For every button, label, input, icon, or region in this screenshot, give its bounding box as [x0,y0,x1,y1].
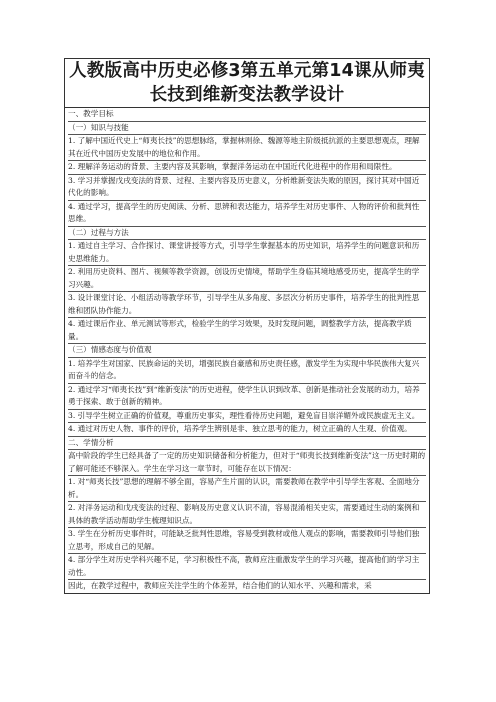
content-line: 1. 通过自主学习、合作探讨、课堂讲授等方式，引导学生掌握基本的历史知识，培养学生的问题意识和历史思维能力。 [68,240,426,266]
content-line: 4. 通过对历史人物、事件的评价，培养学生辨别是非、独立思考的能力，树立正确的人生观、价值观。 [68,423,426,437]
content-line: 4. 通过课后作业、单元测试等形式，检验学生的学习效果，及时发现问题，调整教学方法，提高教学质量。 [68,318,426,344]
title-cell [65,59,430,108]
content-line: 二、学情分析 [68,437,426,451]
lesson-plan-table [64,58,430,594]
content-line: 因此，在教学过程中，教师应关注学生的个体差异，结合他们的认知水平、兴趣和需求，采 [68,581,372,590]
body-row [65,108,430,594]
content-line: 3. 引导学生树立正确的价值观，尊重历史事实，理性看待历史问题，避免盲目崇洋媚外或民族虚无主义。 [68,410,426,424]
content-line: （一）知识与技能 [68,122,426,136]
content-line: 1. 了解中国近代史上“师夷长技”的思想脉络，掌握林则徐、魏源等地主阶级抵抗派的主要思想观点，理解其在近代中国历史发展中的地位和作用。 [68,135,426,161]
content-line: 2. 对洋务运动和戊戌变法的过程、影响及历史意义认识不清，容易混淆相关史实，需要通过生动的案例和具体的教学活动帮助学生梳理知识点。 [68,502,426,528]
content-line: 2. 利用历史资料、图片、视频等教学资源，创设历史情境，帮助学生身临其境地感受历史，提高学生的学习兴趣。 [68,266,426,292]
content-line: 1. 对“师夷长技”思想的理解不够全面，容易产生片面的认识，需要教师在教学中引导学生客观、全面地分析。 [68,476,426,502]
content-line: （二）过程与方法 [68,227,426,241]
content-line: （三）情感态度与价值观 [68,344,426,358]
content-line: 高中阶段的学生已经具备了一定的历史知识储备和分析能力，但对于“师夷长技到维新变法”这一历史时期的了解可能还不够深入。学生在学习这一章节时，可能存在以下情况： [68,450,426,476]
content-line: 4. 部分学生对历史学科兴趣不足，学习积极性不高，教师应注重激发学生的学习兴趣，提高他们的学习主动性。 [68,554,426,580]
content-line: 2. 通过学习“师夷长技”到“维新变法”的历史进程，使学生认识到改革、创新是推动社会发展的动力，培养勇于探索、敢于创新的精神。 [68,384,426,410]
body-cell [65,108,430,594]
document-title: 人教版高中历史必修3第五单元第14课从师夷长技到维新变法教学设计 [69,61,425,105]
content-line: 一、教学目标 [68,108,426,122]
content-line: 3. 学习并掌握戊戌变法的背景、过程、主要内容及历史意义，分析维新变法失败的原因，探讨其对中国近代化的影响。 [68,175,426,201]
document-page [64,58,430,594]
title-row [65,59,430,108]
content-line: 4. 通过学习，提高学生的历史阅读、分析、思辨和表达能力，培养学生对历史事件、人物的评价和批判性思维。 [68,201,426,227]
content-line: 2. 理解洋务运动的背景、主要内容及其影响，掌握洋务运动在中国近代化进程中的作用和局限性。 [68,161,426,175]
content-line: 3. 设计课堂讨论、小组活动等教学环节，引导学生从多角度、多层次分析历史事件，培养学生的批判性思维和团队协作能力。 [68,292,426,318]
content-line: 3. 学生在分析历史事件时，可能缺乏批判性思维，容易受到教材或他人观点的影响，需要教师引导他们独立思考，形成自己的见解。 [68,528,426,554]
content-line: 1. 培养学生对国家、民族命运的关切，增强民族自豪感和历史责任感，激发学生为实现中华民族伟大复兴而奋斗的信念。 [68,358,426,384]
